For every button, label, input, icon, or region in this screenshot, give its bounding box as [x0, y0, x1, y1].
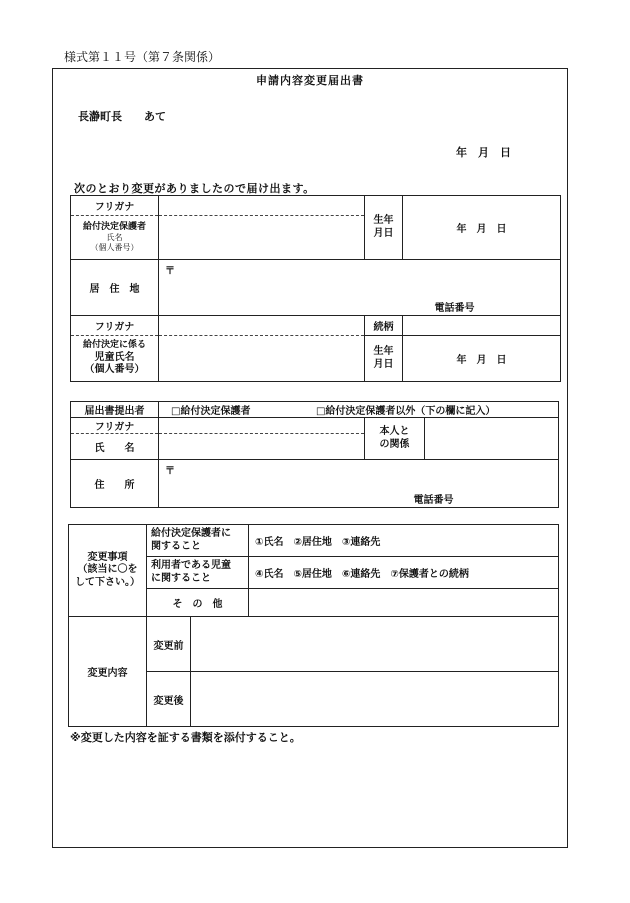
other-label: そ の 他	[147, 589, 249, 617]
submission-date[interactable]: 年 月 日	[456, 146, 511, 159]
change-item-label: 変更事項 （該当に〇を して下さい。）	[69, 525, 147, 617]
submitter-address-field[interactable]	[159, 460, 559, 508]
name-label: 氏名	[106, 233, 123, 243]
birth-label: 生年 月日	[365, 196, 403, 260]
before-label: 変更前	[147, 617, 191, 672]
submitter-name-field[interactable]	[159, 434, 365, 460]
other-field[interactable]	[249, 589, 559, 617]
change-content-label: 変更内容	[69, 617, 147, 727]
guardian-name-field[interactable]	[159, 216, 365, 260]
guardian-address-field[interactable]	[159, 260, 561, 316]
change-table	[68, 524, 559, 727]
furigana-label: フリガナ	[71, 196, 159, 216]
child-change-options[interactable]: ④氏名 ⑤居住地 ⑥連絡先 ⑦保護者との続柄	[249, 557, 559, 589]
id-label: （個人番号）	[90, 243, 139, 253]
guardian-label-cell	[71, 216, 159, 260]
submitter-relation-field[interactable]	[425, 418, 559, 460]
submitter-table	[70, 401, 559, 508]
guardian-furigana-field[interactable]	[159, 196, 365, 216]
submitter-furigana-label: フリガナ	[71, 418, 159, 434]
child-label-cell: 給付決定に係る 児童氏名 （個人番号）	[71, 336, 159, 382]
guardian-change-options[interactable]: ①氏名 ②居住地 ③連絡先	[249, 525, 559, 557]
child-birth-field[interactable]: 年 月 日	[403, 336, 561, 382]
postal-mark: 〒	[165, 266, 175, 277]
addressee: 長瀞町長 あて	[78, 110, 166, 123]
relation-field[interactable]	[403, 316, 561, 336]
submitter-phone-label: 電話番号	[413, 495, 454, 506]
address-label: 居 住 地	[71, 260, 159, 316]
guardian-label: 給付決定保護者	[82, 221, 146, 232]
after-field[interactable]	[191, 672, 559, 727]
guardian-change-label: 給付決定保護者に 関すること	[147, 525, 249, 557]
option-other-checkbox[interactable]: □給付決定保護者以外（下の欄に記入）	[315, 406, 496, 417]
submitter-furigana-field[interactable]	[159, 418, 365, 434]
form-title: 申請内容変更届出書	[256, 74, 364, 87]
relation-label: 続柄	[365, 316, 403, 336]
phone-label: 電話番号	[434, 303, 475, 314]
guardian-birth-field[interactable]: 年 月 日	[403, 196, 561, 260]
submitter-postal-mark: 〒	[165, 466, 175, 477]
intro-text: 次のとおり変更がありましたので届け出ます。	[74, 182, 315, 195]
before-field[interactable]	[191, 617, 559, 672]
submitter-name-label: 氏 名	[71, 434, 159, 460]
form-number: 様式第１１号（第７条関係）	[64, 50, 221, 64]
child-change-label: 利用者である児童 に関すること	[147, 557, 249, 589]
child-name-field[interactable]	[159, 336, 365, 382]
attachment-note: ※変更した内容を証する書類を添付すること。	[70, 731, 301, 744]
after-label: 変更後	[147, 672, 191, 727]
submitter-label: 届出書提出者	[71, 402, 159, 418]
submitter-options	[159, 402, 559, 418]
child-furigana-field[interactable]	[159, 316, 365, 336]
child-birth-label: 生年 月日	[365, 336, 403, 382]
submitter-relation-label: 本人と の関係	[365, 418, 425, 460]
guardian-child-table	[70, 195, 561, 382]
submitter-address-label: 住 所	[71, 460, 159, 508]
child-furigana-label: フリガナ	[71, 316, 159, 336]
option-guardian-checkbox[interactable]: □給付決定保護者	[171, 406, 251, 417]
